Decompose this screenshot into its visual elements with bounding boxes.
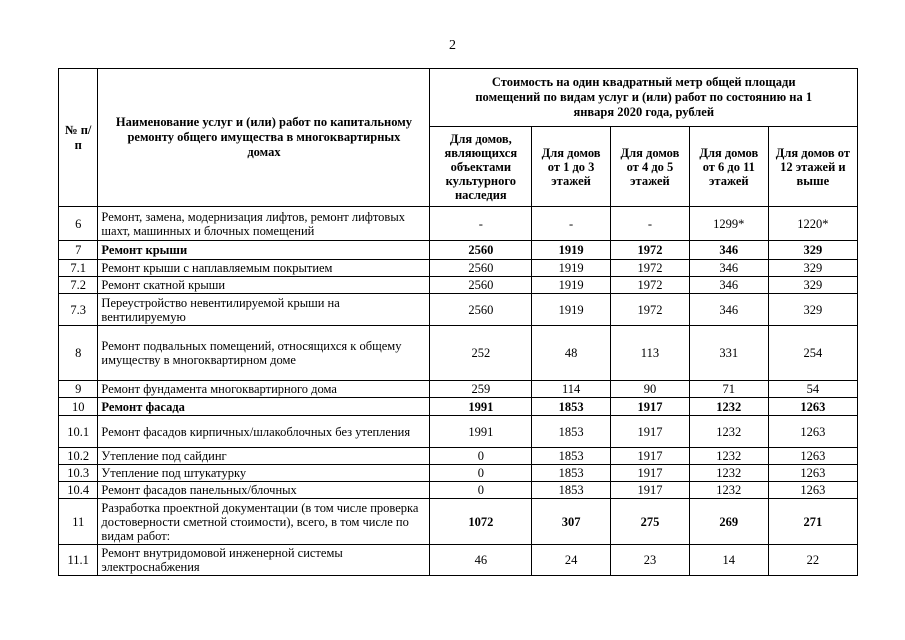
row-value: 269: [689, 499, 768, 545]
row-value: 1853: [532, 416, 611, 448]
row-value: 90: [611, 381, 690, 398]
row-number: 11: [59, 499, 98, 545]
row-number: 11.1: [59, 545, 98, 576]
row-number: 7.3: [59, 294, 98, 326]
table-row: [59, 207, 858, 241]
table-row: [59, 277, 858, 294]
row-value: 1919: [532, 241, 611, 260]
row-value: 1263: [768, 398, 857, 416]
row-value: 1972: [611, 260, 690, 277]
row-name: Разработка проектной документации (в том числе проверка достоверности сметной стоимости), всего, в том числе по видам работ:: [98, 499, 430, 545]
row-value: 252: [430, 326, 532, 381]
row-value: 71: [689, 381, 768, 398]
header-sub-6-11: Для домов от 6 до 11 этажей: [689, 127, 768, 207]
row-value: 114: [532, 381, 611, 398]
table-row: [59, 241, 858, 260]
table-row: [59, 482, 858, 499]
row-number: 10.1: [59, 416, 98, 448]
row-value: 0: [430, 448, 532, 465]
row-value: 1917: [611, 416, 690, 448]
row-value: 113: [611, 326, 690, 381]
row-number: 7: [59, 241, 98, 260]
row-name: Ремонт фундамента многоквартирного дома: [98, 381, 430, 398]
row-value: 1853: [532, 482, 611, 499]
row-value: 1263: [768, 416, 857, 448]
header-num: № п/п: [59, 69, 98, 207]
table-row: [59, 465, 858, 482]
row-name: Ремонт, замена, модернизация лифтов, ремонт лифтовых шахт, машинных и блочных помещений: [98, 207, 430, 241]
row-value: 1991: [430, 416, 532, 448]
row-name: Ремонт внутридомовой инженерной системы электроснабжения: [98, 545, 430, 576]
row-value: 254: [768, 326, 857, 381]
row-number: 10.3: [59, 465, 98, 482]
table-row: [59, 448, 858, 465]
table-row: [59, 326, 858, 381]
row-name: Ремонт крыши: [98, 241, 430, 260]
row-value: 1972: [611, 277, 690, 294]
row-value: 329: [768, 277, 857, 294]
row-name: Ремонт фасадов кирпичных/шлакоблочных без утепления: [98, 416, 430, 448]
row-value: 54: [768, 381, 857, 398]
row-value: 1919: [532, 277, 611, 294]
header-sub-heritage: Для домов, являющихся объектами культурного наследия: [430, 127, 532, 207]
row-value: 1917: [611, 482, 690, 499]
table-row: [59, 260, 858, 277]
row-value: 259: [430, 381, 532, 398]
row-value: 346: [689, 241, 768, 260]
row-value: 1917: [611, 448, 690, 465]
row-value: 1232: [689, 465, 768, 482]
row-value: 1232: [689, 416, 768, 448]
row-value: 1972: [611, 294, 690, 326]
row-value: -: [532, 207, 611, 241]
row-number: 9: [59, 381, 98, 398]
row-value: 329: [768, 294, 857, 326]
row-value: 24: [532, 545, 611, 576]
cost-table: [58, 68, 858, 576]
row-name: Ремонт фасадов панельных/блочных: [98, 482, 430, 499]
row-value: 23: [611, 545, 690, 576]
row-value: 346: [689, 294, 768, 326]
row-value: 1917: [611, 465, 690, 482]
header-cost: Стоимость на один квадратный метр общей площади помещений по видам услуг и (или) работ по состоянию на 1 января 2020 года, рублей: [430, 69, 858, 127]
row-value: 331: [689, 326, 768, 381]
header-sub-1-3: Для домов от 1 до 3 этажей: [532, 127, 611, 207]
table-row: [59, 398, 858, 416]
row-name: Ремонт фасада: [98, 398, 430, 416]
header-sub-4-5: Для домов от 4 до 5 этажей: [611, 127, 690, 207]
row-name: Ремонт крыши с наплавляемым покрытием: [98, 260, 430, 277]
row-value: 307: [532, 499, 611, 545]
table-row: [59, 294, 858, 326]
row-value: 1991: [430, 398, 532, 416]
row-value: 1263: [768, 448, 857, 465]
header-name: Наименование услуг и (или) работ по капитальному ремонту общего имущества в многоквартирных домах: [98, 69, 430, 207]
row-value: 1232: [689, 482, 768, 499]
row-value: 275: [611, 499, 690, 545]
table-row: [59, 499, 858, 545]
row-name: Утепление под штукатурку: [98, 465, 430, 482]
row-value: 2560: [430, 260, 532, 277]
row-value: 0: [430, 465, 532, 482]
table-row: [59, 545, 858, 576]
row-value: 329: [768, 260, 857, 277]
row-value: 14: [689, 545, 768, 576]
page-number: 2: [449, 38, 456, 53]
row-value: 22: [768, 545, 857, 576]
row-value: 1072: [430, 499, 532, 545]
row-number: 10.4: [59, 482, 98, 499]
row-value: 1220*: [768, 207, 857, 241]
row-name: Ремонт скатной крыши: [98, 277, 430, 294]
row-value: 346: [689, 277, 768, 294]
row-value: 1853: [532, 448, 611, 465]
row-value: 1232: [689, 448, 768, 465]
header-sub-12-plus: Для домов от 12 этажей и выше: [768, 127, 857, 207]
row-value: 1972: [611, 241, 690, 260]
row-name: Переустройство невентилируемой крыши на вентилируемую: [98, 294, 430, 326]
row-number: 10: [59, 398, 98, 416]
row-value: 1917: [611, 398, 690, 416]
row-value: 46: [430, 545, 532, 576]
row-value: 1853: [532, 398, 611, 416]
row-value: 271: [768, 499, 857, 545]
row-number: 7.1: [59, 260, 98, 277]
row-name: Ремонт подвальных помещений, относящихся к общему имуществу в многоквартирном доме: [98, 326, 430, 381]
row-number: 10.2: [59, 448, 98, 465]
row-value: 2560: [430, 294, 532, 326]
row-value: 1299*: [689, 207, 768, 241]
row-value: 1919: [532, 260, 611, 277]
table-row: [59, 416, 858, 448]
row-value: 1919: [532, 294, 611, 326]
row-value: 2560: [430, 277, 532, 294]
row-number: 8: [59, 326, 98, 381]
row-value: 1232: [689, 398, 768, 416]
row-number: 6: [59, 207, 98, 241]
row-value: 0: [430, 482, 532, 499]
row-value: 346: [689, 260, 768, 277]
row-value: 48: [532, 326, 611, 381]
row-value: 1263: [768, 482, 857, 499]
row-value: 2560: [430, 241, 532, 260]
row-value: 1263: [768, 465, 857, 482]
row-value: -: [611, 207, 690, 241]
row-value: 329: [768, 241, 857, 260]
row-number: 7.2: [59, 277, 98, 294]
row-value: -: [430, 207, 532, 241]
table-row: [59, 381, 858, 398]
row-value: 1853: [532, 465, 611, 482]
row-name: Утепление под сайдинг: [98, 448, 430, 465]
